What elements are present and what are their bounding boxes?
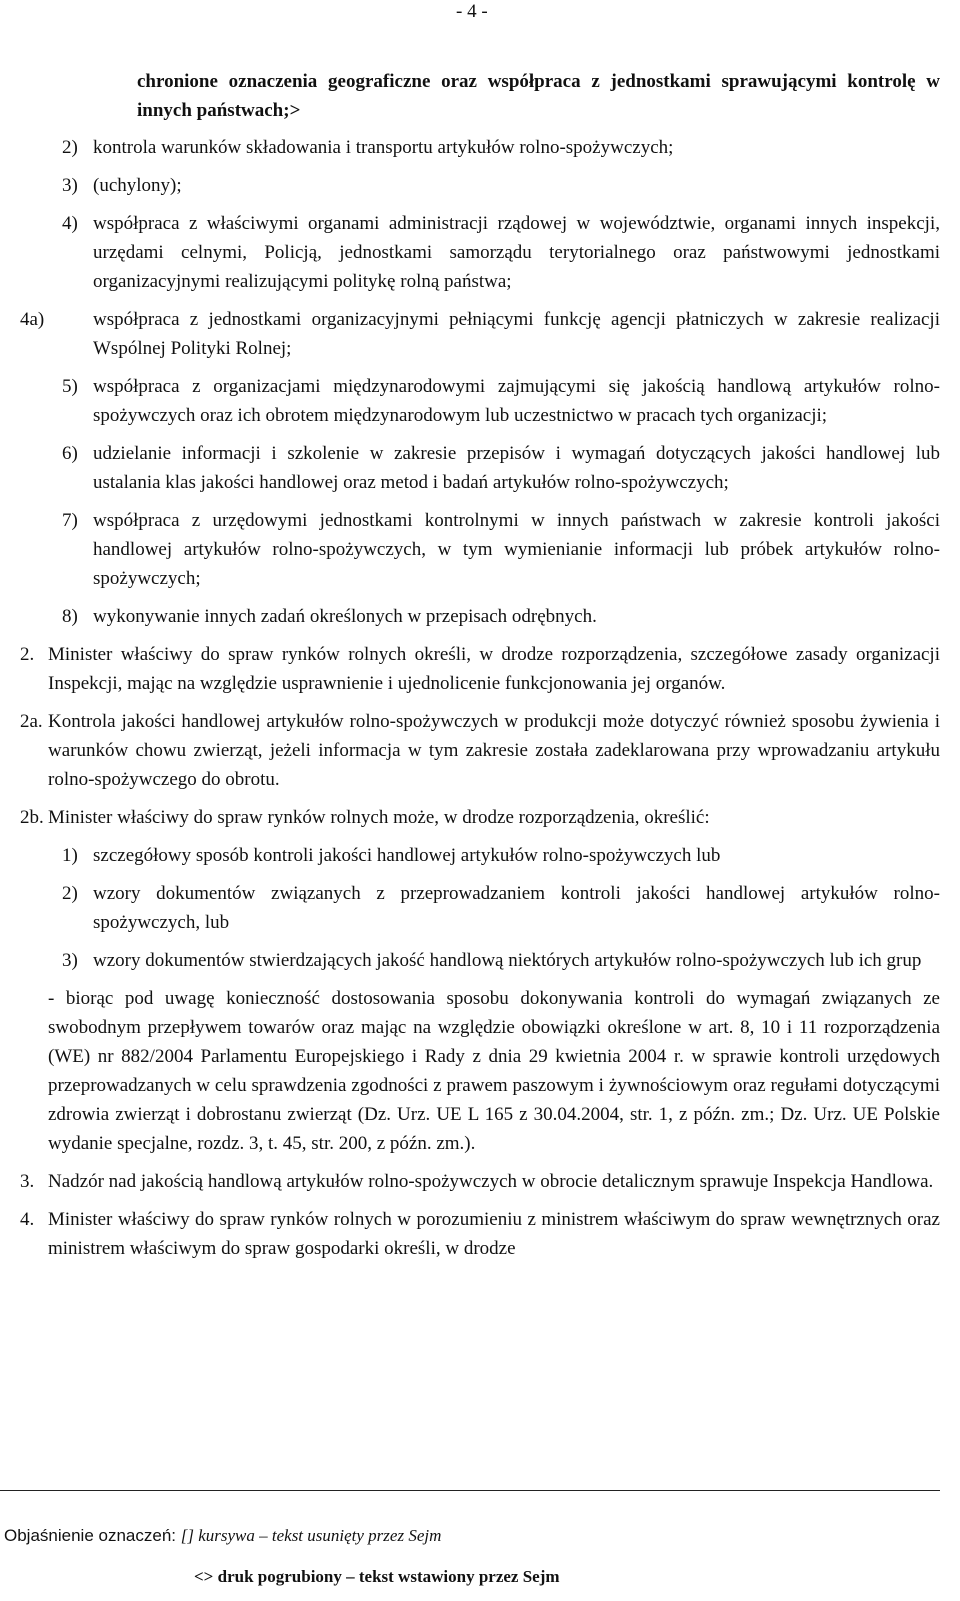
document-body	[20, 67, 940, 1272]
footer-divider	[0, 1490, 940, 1491]
legend-line	[4, 1525, 441, 1547]
item-number: 5)	[62, 376, 78, 397]
item-number: 8)	[62, 606, 78, 627]
item-text: współpraca z jednostkami organizacyjnymi pełniącymi funkcję agencji płatniczych w zakresie realizacji Wspólnej Polityki Rolnej;	[93, 309, 940, 359]
item-number: 2)	[62, 883, 78, 904]
paragraph-2b	[20, 803, 940, 832]
intro-bold-text: chronione oznaczenia geograficzne oraz współpraca z jednostkami sprawującymi kontrolę w innych państwach;>	[137, 71, 940, 121]
item-number: 7)	[62, 510, 78, 531]
paragraph-text: Minister właściwy do spraw rynków rolnych może, w drodze rozporządzenia, określić:	[48, 807, 710, 828]
item-number: 3)	[62, 175, 78, 196]
item-text: współpraca z właściwymi organami administracji rządowej w województwie, organami innych inspekcji, urzędami celnymi, Policją, jednostkami samorządu terytorialnego oraz państwowymi jednostkami organizacyjnymi realizującymi politykę rolną państwa;	[93, 213, 940, 292]
item-number: 4)	[62, 213, 78, 234]
paragraph-4	[20, 1205, 940, 1263]
item-text: wzory dokumentów stwierdzających jakość handlową niektórych artykułów rolno-spożywczych lub ich grup	[93, 950, 922, 971]
list-item	[20, 305, 940, 363]
item-text: szczegółowy sposób kontroli jakości handlowej artykułów rolno-spożywczych lub	[93, 845, 721, 866]
item-text: (uchylony);	[93, 175, 182, 196]
item-text: wykonywanie innych zadań określonych w przepisach odrębnych.	[93, 606, 597, 627]
item-text: współpraca z organizacjami międzynarodowymi zajmującymi się jakością handlową artykułów rolno-spożywczych oraz ich obrotem międzynarodowym lub uczestnictwo w pracach tych organizacji;	[93, 376, 940, 426]
list-item	[20, 946, 940, 975]
list-item	[20, 439, 940, 497]
paragraph-text: Minister właściwy do spraw rynków rolnych określi, w drodze rozporządzenia, szczegółowe zasady organizacji Inspekcji, mając na względzie usprawnienie i ujednolicenie funkcjonowania jej organów.	[48, 644, 940, 694]
list-item	[20, 841, 940, 870]
item-text: kontrola warunków składowania i transportu artykułów rolno-spożywczych;	[93, 137, 674, 158]
paragraph-2a	[20, 707, 940, 794]
list-item	[20, 209, 940, 296]
list-item	[20, 506, 940, 593]
list-item	[20, 171, 940, 200]
paragraph-3	[20, 1167, 940, 1196]
dash-paragraph: - biorąc pod uwagę konieczność dostosowania sposobu dokonywania kontroli do wymagań związanych ze swobodnym przepływem towarów oraz mając na względzie obowiązki określone w art. 8, 10 i 11 rozporządzenia (WE) nr 882/2004 Parlamentu Europejskiego i Rady z dnia 29 kwietnia 2004 r. w sprawie kontroli urzędowych przeprowadzanych w celu sprawdzenia zgodności z prawem paszowym i żywnościowym oraz regułami dotyczącymi zdrowia zwierząt i dobrostanu zwierząt (Dz. Urz. UE L 165 z 30.04.2004, str. 1, z późn. zm.; Dz. Urz. UE Polskie wydanie specjalne, rozdz. 3, t. 45, str. 200, z późn. zm.).	[48, 988, 940, 1154]
item-number: 4a)	[20, 309, 45, 330]
legend-bold-note: <> druk pogrubiony – tekst wstawiony przez Sejm	[194, 1567, 560, 1586]
list-item	[20, 879, 940, 937]
paragraph-text: Minister właściwy do spraw rynków rolnych w porozumieniu z ministrem właściwym do spraw wewnętrznych oraz ministrem właściwym do spraw gospodarki określi, w drodze	[48, 1209, 940, 1259]
paragraph-number: 4.	[20, 1209, 35, 1230]
item-text: udzielanie informacji i szkolenie w zakresie przepisów i wymagań dotyczących jakości handlowej lub ustalania klas jakości handlowej oraz metod i badań artykułów rolno-spożywczych;	[93, 443, 940, 493]
item-number: 3)	[62, 950, 78, 971]
paragraph-number: 2.	[20, 644, 35, 665]
item-text: współpraca z urzędowymi jednostkami kontrolnymi w innych państwach w zakresie kontroli jakości handlowej artykułów rolno-spożywczych, w tym wymienianie informacji lub próbek artykułów rolno-spożywczych;	[93, 510, 940, 589]
paragraph-number: 3.	[20, 1171, 35, 1192]
paragraph-2	[20, 640, 940, 698]
page-number: - 4 -	[456, 1, 488, 22]
item-number: 1)	[62, 845, 78, 866]
list-item	[20, 133, 940, 162]
paragraph-text: Kontrola jakości handlowej artykułów rolno-spożywczych w produkcji może dotyczyć również sposobu żywienia i warunków chowu zwierząt, jeżeli informacja w tym zakresie została zadeklarowana przy wprowadzaniu artykułu rolno-spożywczego do obrotu.	[48, 711, 940, 790]
legend-label: Objaśnienie oznaczeń:	[4, 1526, 181, 1545]
item-text: wzory dokumentów związanych z przeprowadzaniem kontroli jakości handlowej artykułów rolno-spożywczych, lub	[93, 883, 940, 933]
list-item	[20, 602, 940, 631]
paragraph-text: Nadzór nad jakością handlową artykułów rolno-spożywczych w obrocie detalicznym sprawuje Inspekcja Handlowa.	[48, 1171, 934, 1192]
legend-italic-note: [] kursywa – tekst usunięty przez Sejm	[180, 1526, 442, 1545]
item-number: 6)	[62, 443, 78, 464]
paragraph-number: 2b.	[20, 807, 44, 828]
paragraph-number: 2a.	[20, 711, 43, 732]
list-item	[20, 372, 940, 430]
item-number: 2)	[62, 137, 78, 158]
